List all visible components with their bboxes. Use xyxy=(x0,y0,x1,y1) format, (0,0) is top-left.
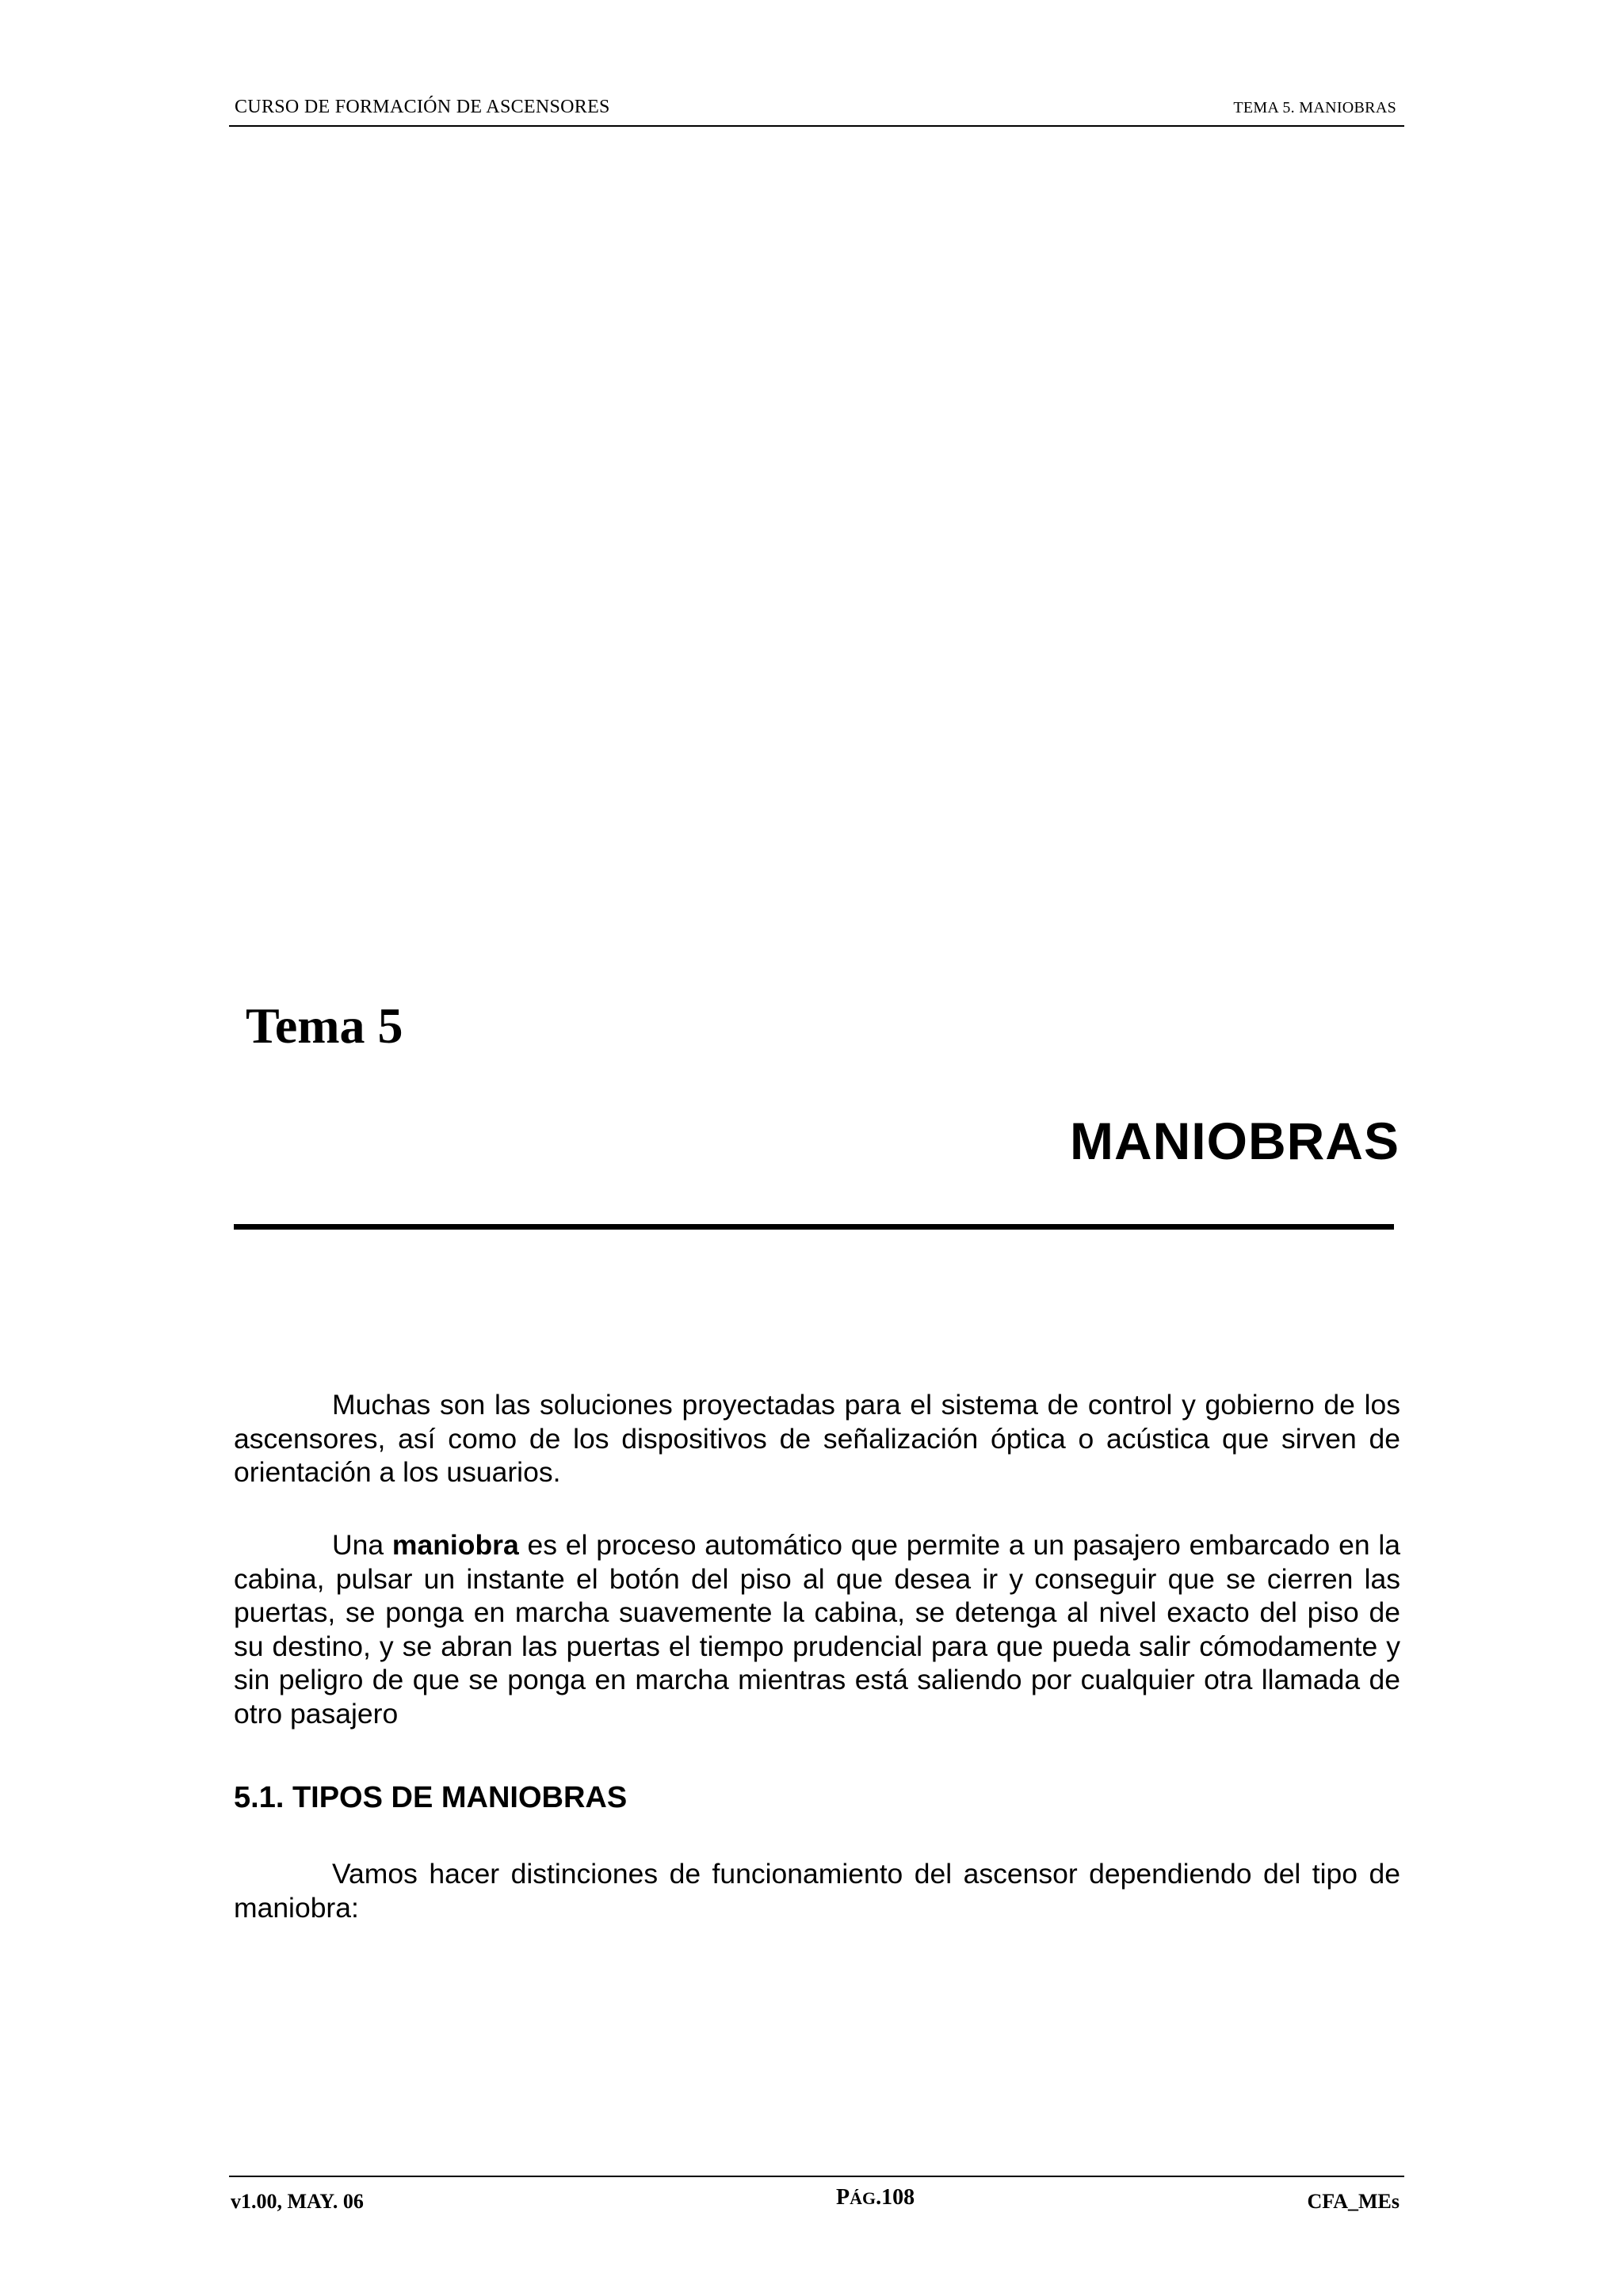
page-number-small: ÁG xyxy=(850,2188,876,2208)
page-footer xyxy=(229,2176,1404,2217)
page-header xyxy=(229,93,1404,127)
footer-page-number xyxy=(836,2185,915,2210)
header-topic: TEMA 5. MANIOBRAS xyxy=(1233,99,1396,116)
page-number-prefix: P xyxy=(836,2185,850,2210)
chapter-title: MANIOBRAS xyxy=(1070,1112,1400,1170)
definition-paragraph xyxy=(234,1528,1400,1730)
section-paragraph xyxy=(234,1857,1400,1924)
section-paragraph-text: Vamos hacer distinciones de funcionamiento del ascensor dependiendo del tipo de maniobra: xyxy=(234,1858,1400,1924)
footer-doc-code: CFA_MEs xyxy=(1307,2190,1400,2213)
intro-paragraph-text: Muchas son las soluciones proyectadas para el sistema de control y gobierno de los ascensores, así como de los dispositivos de señalización óptica o acústica que sirven de orientación a los usuarios. xyxy=(234,1389,1400,1488)
chapter-divider xyxy=(234,1224,1394,1230)
section-heading: 5.1. TIPOS DE MANIOBRAS xyxy=(234,1781,628,1814)
definition-text: es el proceso automático que permite a un pasajero embarcado en la cabina, pulsar un instante el botón del piso al que desea ir y conseguir que se cierren las puertas, se ponga en marcha suavemente la cabina, se detenga al nivel exacto del piso de su destino, y se abran las puertas el tiempo prudencial para que pueda salir cómodamente y sin peligro de que se ponga en marcha mientras está saliendo por cualquier otra llamada de otro pasajero xyxy=(234,1529,1400,1730)
intro-paragraph xyxy=(234,1388,1400,1489)
chapter-label: Tema 5 xyxy=(246,997,403,1054)
header-course-title: CURSO DE FORMACIÓN DE ASCENSORES xyxy=(235,97,610,117)
definition-term: maniobra xyxy=(391,1529,519,1561)
definition-prefix: Una xyxy=(332,1529,392,1561)
footer-version: v1.00, MAY. 06 xyxy=(231,2190,364,2213)
page-number-value: .108 xyxy=(876,2185,915,2210)
